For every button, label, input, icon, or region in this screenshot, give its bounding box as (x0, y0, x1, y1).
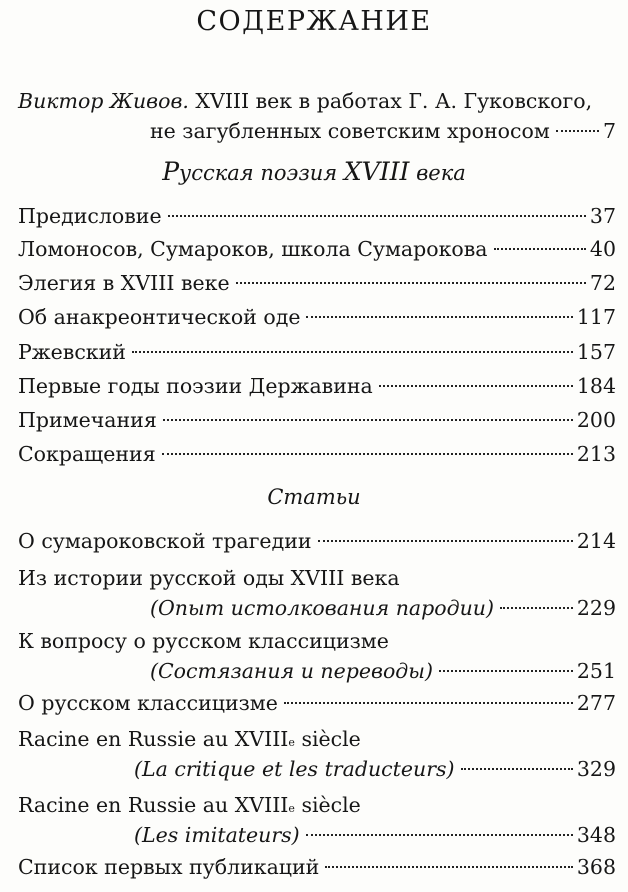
entry-page: 37 (589, 204, 616, 228)
toc-entry[interactable] (18, 335, 616, 369)
entry-page: 213 (576, 442, 616, 466)
page-title: СОДЕРЖАНИЕ (196, 6, 432, 37)
entry-label: Список первых публикаций (18, 855, 320, 879)
section-heading-text-a: усская поэзия (179, 161, 338, 185)
entry-page: 277 (576, 691, 616, 715)
toc-entry-line-2[interactable] (150, 654, 616, 688)
intro-line-2[interactable] (150, 114, 616, 148)
section-heading-roman: XVIII (343, 157, 410, 186)
entry-subtitle: (Опыт истолкования пародии) (150, 596, 494, 620)
toc-entry-line-1[interactable] (18, 624, 616, 658)
entry-page: 184 (576, 374, 616, 398)
entry-label: О русском классицизме (18, 691, 278, 715)
entry-label: Первые годы поэзии Державина (18, 374, 373, 398)
entry-label: К вопросу о русском классицизме (18, 629, 389, 653)
dot-leader (318, 540, 573, 542)
intro-page: 7 (602, 119, 616, 143)
toc-entry[interactable] (18, 686, 616, 720)
entry-page: 40 (589, 237, 616, 261)
section-heading-text-b: века (416, 161, 466, 185)
toc-entry[interactable] (18, 524, 616, 558)
toc-entry-line-1[interactable] (18, 788, 616, 822)
toc-entry-line-2[interactable] (134, 752, 616, 786)
entry-label-tail: siècle (301, 727, 361, 751)
dot-leader (325, 866, 573, 868)
dot-leader (461, 768, 573, 770)
entry-page: 117 (576, 305, 616, 329)
dot-leader (379, 385, 573, 387)
dot-leader (306, 316, 572, 318)
toc-entry[interactable] (18, 232, 616, 266)
entry-page: 214 (576, 529, 616, 553)
entry-page: 329 (576, 757, 616, 781)
toc-entry-line-1[interactable] (18, 561, 616, 595)
dot-leader (284, 702, 573, 704)
entry-label: Предисловие (18, 204, 162, 228)
dot-leader (556, 130, 599, 132)
toc-entry[interactable] (18, 403, 616, 437)
entry-label: О сумароковской трагедии (18, 529, 312, 553)
dot-leader (494, 248, 586, 250)
entry-superscript: e (288, 736, 295, 749)
intro-author: Виктор Живов. (18, 89, 189, 113)
entry-page: 348 (576, 823, 616, 847)
toc-entry[interactable] (18, 369, 616, 403)
entry-superscript: e (288, 802, 295, 815)
entry-subtitle: (Состязания и переводы) (150, 659, 433, 683)
entry-page: 200 (576, 408, 616, 432)
entry-page: 72 (589, 271, 616, 295)
entry-label: Ржевский (18, 340, 126, 364)
entry-label: Примечания (18, 408, 157, 432)
section-heading-articles: Статьи (267, 485, 361, 509)
toc-entry[interactable] (18, 266, 616, 300)
intro-title-line-1: XVIII век в работах Г. А. Гуковского, (195, 89, 593, 113)
intro-line-1[interactable] (18, 84, 616, 118)
entry-page: 368 (576, 855, 616, 879)
toc-entry-line-1[interactable] (18, 722, 616, 756)
entry-page: 251 (576, 659, 616, 683)
dot-leader (236, 282, 586, 284)
toc-entry-line-2[interactable] (134, 818, 616, 852)
toc-entry[interactable] (18, 850, 616, 884)
section-initial: Р (162, 157, 180, 186)
entry-label-tail: siècle (301, 793, 361, 817)
dot-leader (168, 215, 586, 217)
entry-page: 229 (576, 596, 616, 620)
entry-label: Из истории русской оды XVIII века (18, 566, 400, 590)
entry-label: Об анакреонтической оде (18, 305, 301, 329)
section-heading-russian-poetry (0, 157, 628, 188)
dot-leader (439, 670, 573, 672)
entry-subtitle: (Les imitateurs) (134, 823, 300, 847)
dot-leader (162, 453, 573, 455)
entry-page: 157 (576, 340, 616, 364)
entry-label: Элегия в XVIII веке (18, 271, 230, 295)
entry-label: Racine en Russie au XVIII (18, 727, 289, 751)
dot-leader (500, 607, 573, 609)
entry-subtitle: (La critique et les traducteurs) (134, 757, 455, 781)
toc-entry-line-2[interactable] (150, 591, 616, 625)
entry-label: Racine en Russie au XVIII (18, 793, 289, 817)
intro-title-line-2: не загубленных советским хроносом (150, 119, 550, 143)
toc-entry[interactable] (18, 300, 616, 334)
toc-entry[interactable] (18, 199, 616, 233)
dot-leader (306, 834, 573, 836)
toc-entry[interactable] (18, 437, 616, 471)
dot-leader (132, 351, 573, 353)
dot-leader (163, 419, 573, 421)
entry-label: Ломоносов, Сумароков, школа Сумарокова (18, 237, 488, 261)
entry-label: Сокращения (18, 442, 156, 466)
